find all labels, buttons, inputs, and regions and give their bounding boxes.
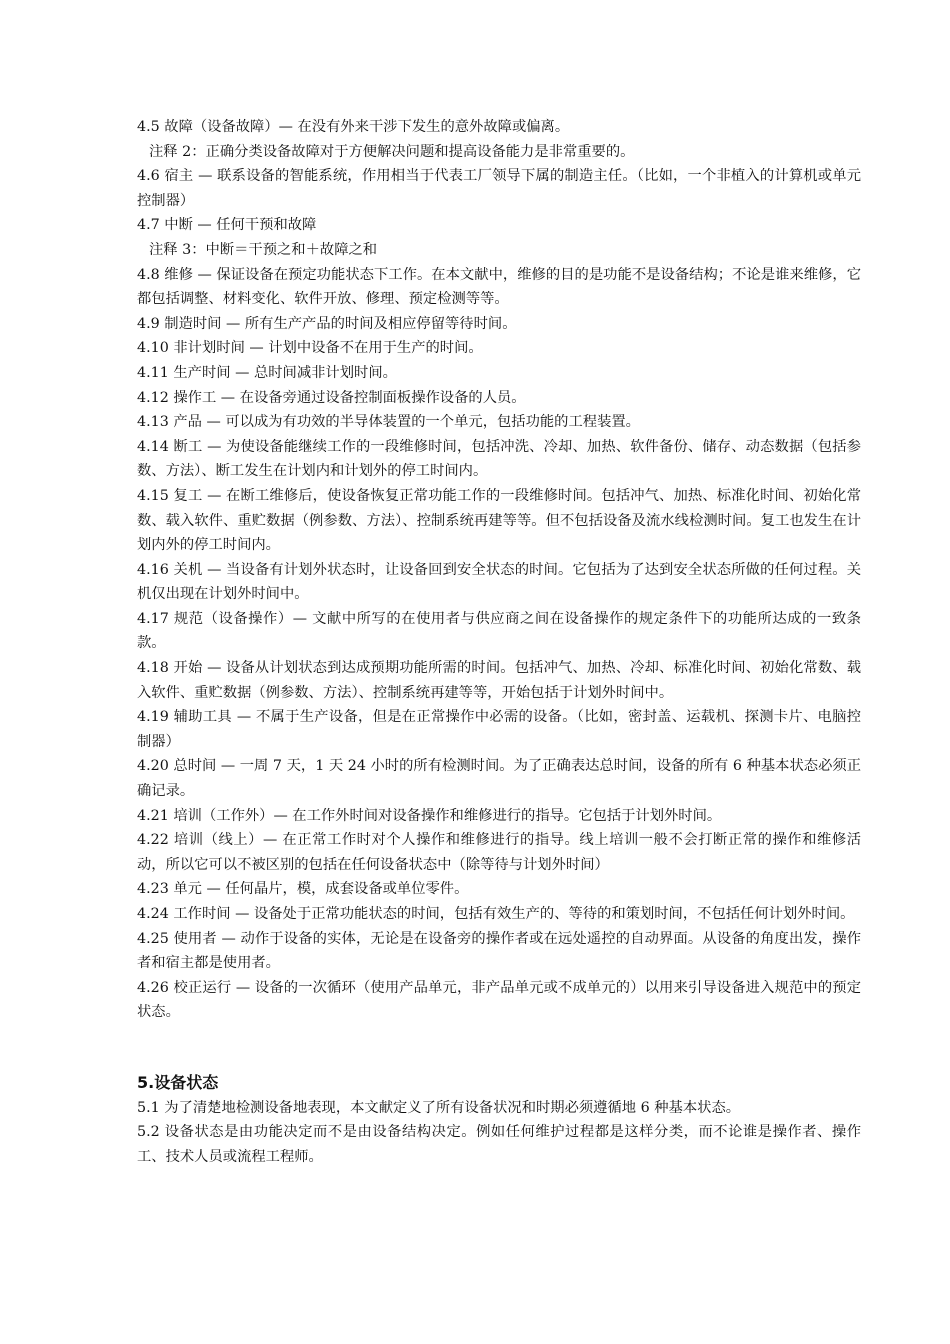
definition-paragraph: 4.19 辅助工具 — 不属于生产设备，但是在正常操作中必需的设备。（比如，密封盖、运载机、探测卡片、电脑控制器） <box>137 709 861 750</box>
note-paragraph: 注释 2：正确分类设备故障对于方便解决问题和提高设备能力是非常重要的。 <box>149 143 635 160</box>
definition-paragraph: 4.18 开始 — 设备从计划状态到达成预期功能所需的时间。包括冲气、加热、冷却、标准化时间、初始化常数、载入软件、重贮数据（例参数、方法）、控制系统再建等等，开始包括于计划外时间中。 <box>137 660 861 701</box>
definition-paragraph: 4.22 培训（线上）— 在正常工作时对个人操作和维修进行的指导。线上培训一般不会打断正常的操作和维修活动，所以它可以不被区别的包括在任何设备状态中（除等待与计划外时间） <box>137 832 861 873</box>
definition-paragraph: 4.6 宿主 — 联系设备的智能系统，作用相当于代表工厂领导下属的制造主任。（比如，一个非植入的计算机或单元控制器） <box>137 168 861 209</box>
definition-paragraph: 4.10 非计划时间 — 计划中设备不在用于生产的时间。 <box>137 340 483 357</box>
definition-paragraph: 4.15 复工 — 在断工维修后，使设备恢复正常功能工作的一段维修时间。包括冲气、加热、标准化时间、初始化常数、载入软件、重贮数据（例参数、方法）、控制系统再建等等。但不包括设备及流水线检测时间。复工也发生在计划内外的停工时间内。 <box>137 487 861 554</box>
definition-paragraph: 4.5 故障（设备故障）— 在没有外来干涉下发生的意外故障或偏离。 <box>137 119 570 135</box>
definition-paragraph: 4.21 培训（工作外）— 在工作外时间对设备操作和维修进行的指导。它包括于计划外时间。 <box>137 807 722 824</box>
definition-paragraph: 4.9 制造时间 — 所有生产产品的时间及相应停留等待时间。 <box>137 315 517 332</box>
section-heading: 5.设备状态 <box>137 1072 219 1092</box>
definition-paragraph: 4.24 工作时间 — 设备处于正常功能状态的时间，包括有效生产的、等待的和策划时间，不包括任何计划外时间。 <box>137 906 855 922</box>
definition-paragraph: 4.12 操作工 — 在设备旁通过设备控制面板操作设备的人员。 <box>137 389 526 406</box>
definition-paragraph: 4.26 校正运行 — 设备的一次循环（使用产品单元，非产品单元或不成单元的）以用来引导设备进入规范中的预定状态。 <box>137 979 861 1021</box>
definition-paragraph: 4.7 中断 — 任何干预和故障 <box>137 217 317 234</box>
definition-paragraph: 4.8 维修 — 保证设备在预定功能状态下工作。在本文献中，维修的目的是功能不是设备结构；不论是谁来维修，它都包括调整、材料变化、软件开放、修理、预定检测等等。 <box>137 266 861 308</box>
definition-paragraph: 5.1 为了清楚地检测设备地表现，本文献定义了所有设备状况和时期必须遵循地 6 种基本状态。 <box>137 1099 741 1116</box>
note-paragraph: 注释 3：中断＝干预之和＋故障之和 <box>149 241 378 258</box>
definition-paragraph: 4.23 单元 — 任何晶片，模，成套设备或单位零件。 <box>137 881 469 898</box>
definition-paragraph: 5.2 设备状态是由功能决定而不是由设备结构决定。例如任何维护过程都是这样分类，而不论谁是操作者、操作工、技术人员或流程工程师。 <box>137 1124 861 1165</box>
section-spacer <box>137 1039 861 1055</box>
document-page <box>137 115 861 1169</box>
definition-paragraph: 4.25 使用者 — 动作于设备的实体，无论是在设备旁的操作者或在远处遥控的自动界面。从设备的角度出发，操作者和宿主都是使用者。 <box>137 930 861 972</box>
definition-paragraph: 4.14 断工 — 为使设备能继续工作的一段维修时间，包括冲洗、冷却、加热、软件备份、储存、动态数据（包括参数、方法）、断工发生在计划内和计划外的停工时间内。 <box>137 438 861 480</box>
definition-paragraph: 4.13 产品 — 可以成为有功效的半导体装置的一个单元，包括功能的工程装置。 <box>137 414 640 431</box>
definition-paragraph: 4.16 关机 — 当设备有计划外状态时，让设备回到安全状态的时间。它包括为了达到安全状态所做的任何过程。关机仅出现在计划外时间中。 <box>137 561 861 603</box>
definition-paragraph: 4.17 规范（设备操作）— 文献中所写的在使用者与供应商之间在设备操作的规定条件下的功能所达成的一致条款。 <box>137 610 861 652</box>
definition-paragraph: 4.20 总时间 — 一周 7 天，1 天 24 小时的所有检测时间。为了正确表达总时间，设备的所有 6 种基本状态必须正确记录。 <box>137 758 861 800</box>
definition-paragraph: 4.11 生产时间 — 总时间减非计划时间。 <box>137 364 397 381</box>
